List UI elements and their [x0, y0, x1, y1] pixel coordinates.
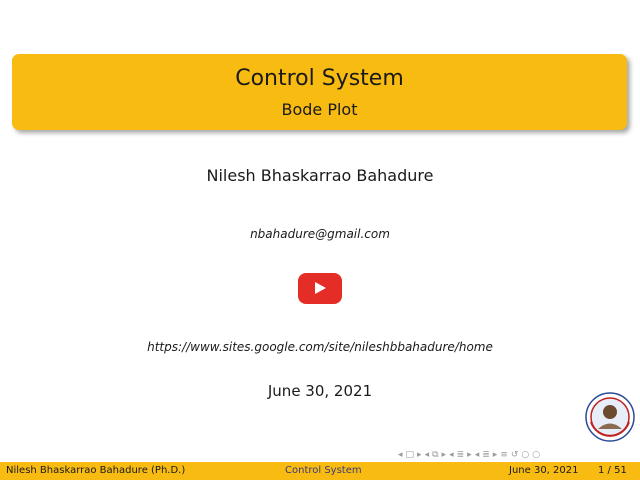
nav-section-icon: ≣	[456, 450, 465, 460]
nav-align-icon[interactable]: ≡	[500, 450, 508, 460]
nav-subsection-icon: ⧉	[432, 450, 439, 460]
nav-subsection-forward-icon[interactable]: ▸	[441, 450, 447, 460]
beamer-navigation	[398, 448, 540, 462]
footer-title[interactable]: Control System	[285, 465, 362, 476]
author-name: Nilesh Bhaskarrao Bahadure	[206, 166, 434, 185]
presentation-date: June 30, 2021	[267, 382, 373, 400]
nav-section-forward-icon[interactable]: ▸	[467, 450, 472, 460]
author-email[interactable]: nbahadure@gmail.com	[250, 227, 390, 241]
nav-section-back-icon[interactable]: ◂	[449, 450, 454, 460]
nav-frame-icon: □	[405, 450, 415, 460]
footer-date: June 30, 2021	[509, 465, 579, 476]
nav-outline-forward-icon[interactable]: ▸	[492, 450, 498, 460]
nav-frame-back-icon[interactable]: ◂	[398, 450, 403, 460]
nav-undo-icon[interactable]: ↺	[510, 450, 519, 460]
presentation-subtitle: Bode Plot	[281, 100, 358, 119]
institute-logo-icon	[585, 392, 635, 442]
nav-frame-forward-icon[interactable]: ▸	[417, 450, 422, 460]
play-triangle-icon	[315, 282, 326, 294]
nav-outline-icon: ≣	[482, 450, 490, 460]
nav-zoom-icon[interactable]: ○	[532, 450, 541, 460]
title-block	[12, 54, 627, 130]
presentation-title: Control System	[235, 66, 404, 91]
nav-subsection-back-icon[interactable]: ◂	[424, 450, 430, 460]
footer-page-number: 1 / 51	[598, 465, 627, 476]
youtube-play-icon[interactable]	[298, 273, 342, 304]
nav-outline-back-icon[interactable]: ◂	[474, 450, 480, 460]
footer-bar	[0, 462, 640, 480]
website-link[interactable]: https://www.sites.google.com/site/nileshbbahadure/home	[147, 340, 493, 354]
footer-author: Nilesh Bhaskarrao Bahadure (Ph.D.)	[6, 465, 186, 476]
nav-search-icon[interactable]: ○	[521, 450, 530, 460]
